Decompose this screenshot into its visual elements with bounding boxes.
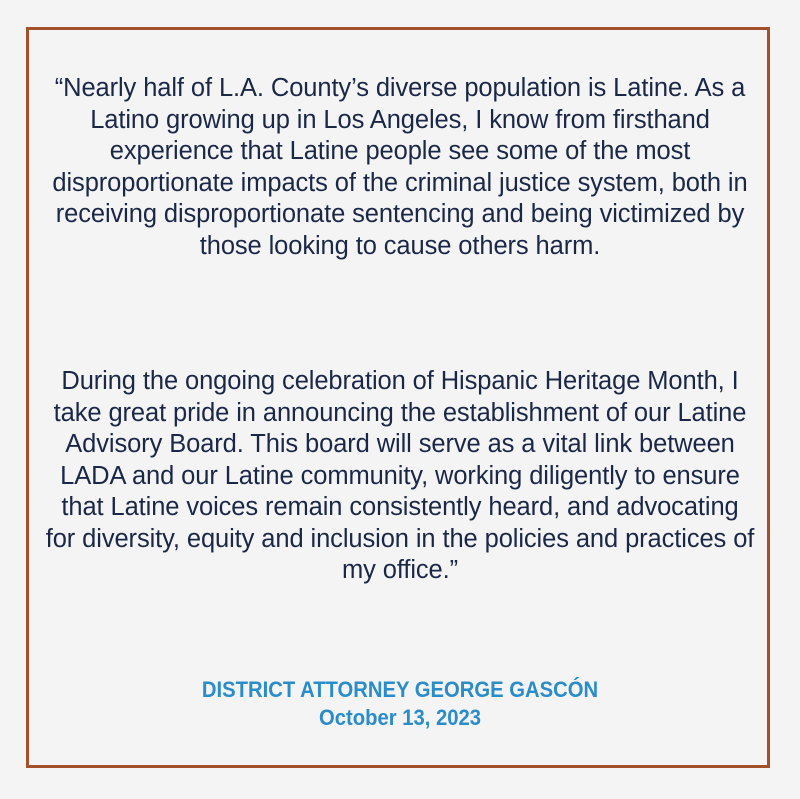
quote-paragraph-1: “Nearly half of L.A. County’s diverse population is Latine. As a Latino growing up in Los Angeles, I know from firsthand experience that Latine people see some of the most disproportionate impacts of the criminal justice system, both in receiving disproportionate sentencing and being victimized by those looking to cause others harm. — [52, 74, 748, 260]
quote-paragraph-2: During the ongoing celebration of Hispanic Heritage Month, I take great pride in announcing the establishment of our Latine Advisory Board. This board will serve as a vital link between LADA and our Latine community, working diligently to ensure that Latine voices remain consistently heard, and advocating for diversity, equity and inclusion in the policies and practices of my office.” — [45, 367, 755, 584]
quote-date: October 13, 2023 — [318, 705, 482, 730]
attribution — [72, 676, 727, 732]
speaker-name: DISTRICT ATTORNEY GEORGE GASCÓN — [201, 677, 599, 702]
